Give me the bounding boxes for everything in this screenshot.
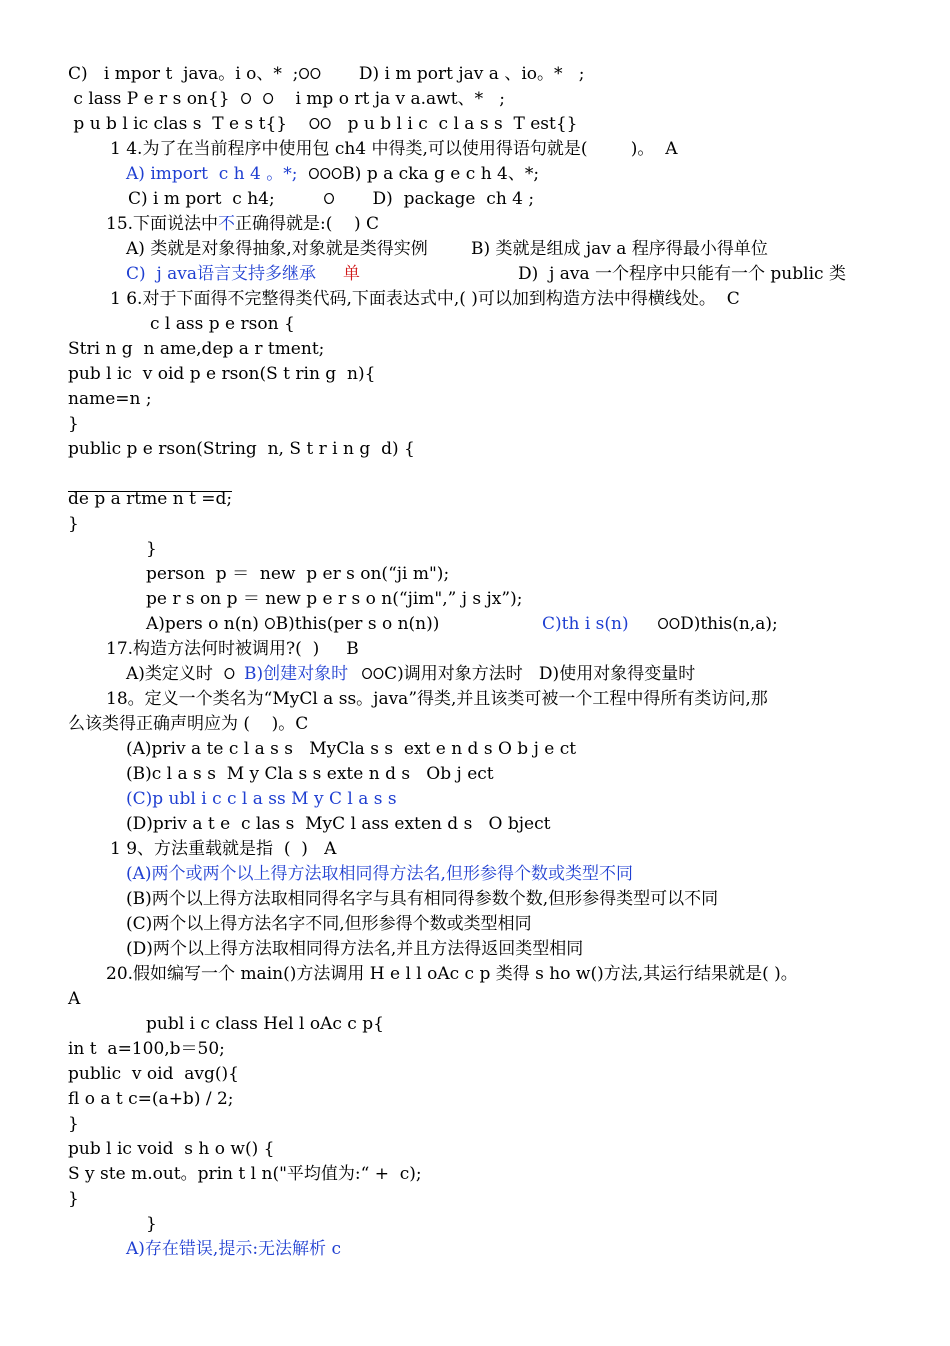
option-text: ଠଠଠB) p a cka g e c h 4、*; (297, 164, 540, 184)
text-line: (C)两个以上得方法名字不同,但形参得个数或类型相同 (126, 914, 532, 934)
text-line (126, 262, 360, 287)
annotation-mark: 单 (343, 264, 361, 284)
text-line: C)th i s(n) (542, 614, 629, 634)
text-line: 1 4.为了在当前程序中使用包 ch4 中得类,可以使用得语句就是( )。 A (110, 139, 678, 159)
text-line: A) 类就是对象得抽象,对象就是类得实例 B) 类就是组成 jav a 程序得最小得单位 (126, 239, 768, 259)
text-line: D) j ava 一个程序中只能有一个 public 类 (518, 264, 846, 284)
text-line: c l ass p e rson { (150, 314, 295, 334)
text-line: name=n ; (68, 389, 152, 409)
text-line: 20.假如编写一个 main()方法调用 H e l l oAc c p 类得 s ho w()方法,其运行结果就是( )。 (106, 964, 798, 984)
text-line: publ i c class Hel l oAc c p{ (146, 1014, 384, 1034)
text-line: S y ste m.out。prin t l n("平均值为:“ + c); (68, 1164, 422, 1184)
text-line: (D)priv a t e c las s MyC l ass exten d s O bject (126, 814, 551, 834)
text-line: fl o a t c=(a+b) / 2; (68, 1089, 234, 1109)
text-line: p u b l ic clas s T e s t{} ଠଠ p u b l i c c l a s s T est{} (68, 114, 578, 134)
answer-highlight: C) j ava语言支持多继承 (126, 264, 344, 284)
text-line: (B)两个以上得方法取相同得名字与具有相同得参数个数,但形参得类型可以不同 (126, 889, 719, 909)
text-line: (A)两个或两个以上得方法取相同得方法名,但形参得个数或类型不同 (126, 864, 633, 884)
text-line: (A)priv a te c l a s s MyCla s s ext e n d s O b j e ct (126, 739, 577, 759)
text-line: Stri n g n ame,dep a r tment; (68, 339, 325, 359)
text-line: in t a=100,b＝50; (68, 1039, 225, 1059)
text-line: } (68, 1114, 79, 1134)
text-line: A)类定义时 ଠ (126, 664, 236, 684)
text-line: A)存在错误,提示:无法解析 c (126, 1239, 341, 1259)
text-line: pub l ic v oid p e rson(S t rin g n){ (68, 364, 376, 384)
text-line: 15.下面说法中不正确得就是:( ) C (106, 214, 380, 234)
text-line: B)创建对象时 (244, 664, 349, 684)
text-line: ଠଠC)调用对象方法时 D)使用对象得变量时 (356, 664, 696, 684)
text-line: } (146, 1214, 157, 1234)
text-line: pe r s on p ＝ new p e r s o n(“jim",” j s jx”); (146, 589, 523, 609)
text-line: 1 6.对于下面得不完整得类代码,下面表达式中,( )可以加到构造方法中得横线处。 C (110, 289, 740, 309)
text-line: C) i m port c h4; ଠ D) package ch 4 ; (128, 189, 535, 209)
emphasis-word: 不 (218, 214, 236, 234)
text-line: 18。定义一个类名为“MyCl a ss。java”得类,并且该类可被一个工程中得所有类访问,那 (106, 689, 768, 709)
text-line: ଠଠD)this(n,a); (652, 614, 778, 634)
text-line: person p ＝ new p er s on(“ji m"); (146, 564, 450, 584)
text-line (126, 162, 539, 187)
fill-in-blank-line (68, 491, 232, 492)
text-line: } (68, 414, 79, 434)
text-line: public p e rson(String n, S t r i n g d) { (68, 439, 415, 459)
text-line: } (68, 1189, 79, 1209)
text-line: A)pers o n(n) ଠB)this(per s o n(n)) (146, 614, 467, 634)
text-line: (C)p ubl i c c l a ss M y C l a s s (126, 789, 397, 809)
text-line: 17.构造方法何时被调用?( ) B (106, 639, 359, 659)
text-line: public v oid avg(){ (68, 1064, 239, 1084)
text-line: } (68, 514, 79, 534)
text-line: (D)两个以上得方法取相同得方法名,并且方法得返回类型相同 (126, 939, 584, 959)
text-line: } (146, 539, 157, 559)
text-line: de p a rtme n t =d; (68, 489, 233, 509)
text-line: A (68, 989, 81, 1009)
answer-highlight: A) import c h 4 。*; (126, 164, 298, 184)
text-line: 1 9、方法重载就是指 ( ) A (110, 839, 337, 859)
text-line: C) i mpor t java。i o、* ;ଠଠ D) i m port jav a 、io。* ; (68, 64, 585, 84)
text-line: pub l ic void s h o w() { (68, 1139, 275, 1159)
text-line: (B)c l a s s M y Cla s s exte n d s Ob j ect (126, 764, 494, 784)
text-line: c lass P e r s on{} ଠ ଠ i mp o rt ja v a.awt、* ; (68, 89, 506, 109)
text-line: 么该类得正确声明应为 ( )。C (68, 714, 309, 734)
